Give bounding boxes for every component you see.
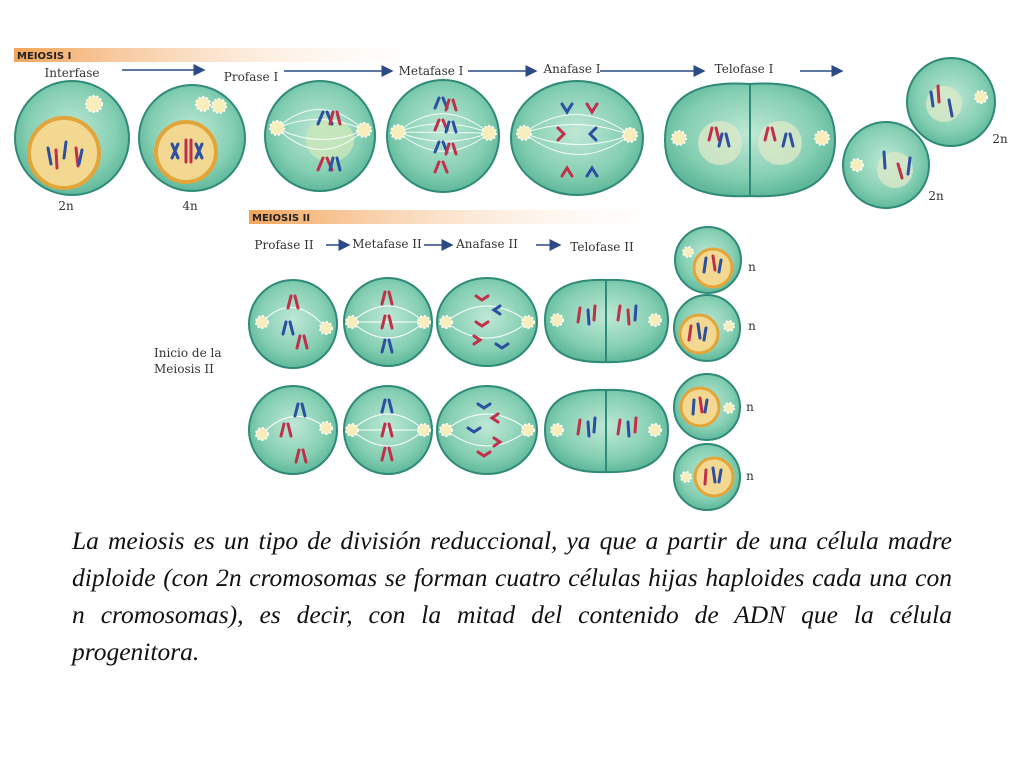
centrosome [440, 316, 452, 328]
centrosome [522, 316, 534, 328]
daughter-cell-2 [674, 295, 740, 361]
centrosome [681, 472, 691, 482]
meiosis-2-row-bottom [249, 386, 668, 474]
centrosome [522, 424, 534, 436]
meiosis-2-header: MEIOSIS II [252, 213, 311, 224]
centrosome [391, 125, 405, 139]
meiosis-2-banner [249, 210, 689, 224]
centrosome [724, 403, 734, 413]
cell-result-1a [907, 58, 995, 146]
stage-label-interfase: Interfase [44, 66, 100, 80]
start-label-line1: Inicio de la [154, 346, 222, 360]
cell-result-1b [843, 122, 929, 208]
stage-label-profase-1: Profase I [223, 70, 279, 84]
centrosome [440, 424, 452, 436]
stage-label-profase-2: Profase II [254, 238, 314, 252]
cell-metafase-1-aligned [387, 80, 499, 192]
cell-metafase-2-bottom [344, 386, 432, 474]
centrosome [724, 321, 734, 331]
ploidy-label-2n: 2n [58, 199, 74, 213]
centrosome [851, 159, 863, 171]
centrosome [86, 96, 102, 112]
daughter-label-n-4: n [746, 469, 754, 483]
centrosome [357, 123, 371, 137]
result-label-2n-a: 2n [992, 132, 1008, 146]
stage-label-telofase-1: Telofase I [714, 62, 774, 76]
centrosome [815, 131, 829, 145]
cell-telofase-1 [665, 83, 835, 196]
cell-profase-1 [139, 85, 245, 191]
stage-label-metafase-1: Metafase I [398, 64, 464, 78]
centrosome [517, 126, 531, 140]
cell-metafase-2-top [344, 278, 432, 366]
daughter-cell-4 [674, 444, 740, 510]
centrosome [623, 128, 637, 142]
centrosome [482, 126, 496, 140]
centrosome [418, 316, 430, 328]
cell-anafase-2-top [437, 278, 537, 366]
centrosome [212, 99, 226, 113]
centrosome [346, 316, 358, 328]
stage-label-metafase-2: Metafase II [352, 237, 422, 251]
cell-anafase-1 [511, 81, 643, 195]
centrosome [551, 314, 563, 326]
daughter-label-n-3: n [746, 400, 754, 414]
centrosome [551, 424, 563, 436]
cell-anafase-2-bottom [437, 386, 537, 474]
cell-profase-2-top [249, 280, 337, 368]
centrosome [649, 314, 661, 326]
meiosis-2-row-top [249, 278, 668, 368]
daughter-cell-3 [674, 374, 740, 440]
daughter-label-n-2: n [748, 319, 756, 333]
centrosome [256, 428, 268, 440]
cell-profase-2-bottom [249, 386, 337, 474]
centrosome [270, 121, 284, 135]
centrosome [672, 131, 686, 145]
centrosome [649, 424, 661, 436]
cell-interfase [15, 81, 129, 195]
centrosome [418, 424, 430, 436]
centrosome [320, 422, 332, 434]
meiosis-1-header: MEIOSIS I [17, 51, 72, 62]
start-label-line2: Meiosis II [154, 362, 214, 376]
caption-text: La meiosis es un tipo de división reduccional, ya que a partir de una célula madre diploide (con 2n cromosomas se forman cuatro células hijas haploides cada una con n cromosomas), es decir, con la mitad del contenido de ADN que la célula progenitora. [72, 526, 952, 666]
centrosome [975, 91, 987, 103]
cell-metafase-1 [265, 81, 375, 191]
stage-label-telofase-2: Telofase II [570, 240, 634, 254]
stage-label-anafase-1: Anafase I [543, 62, 601, 76]
stage-label-anafase-2: Anafase II [456, 237, 518, 251]
cell-telofase-2-top [545, 280, 668, 362]
centrosome [683, 247, 693, 257]
daughter-cell-1 [675, 227, 741, 293]
daughter-label-n-1: n [748, 260, 756, 274]
centrosome [320, 322, 332, 334]
centrosome [346, 424, 358, 436]
result-label-2n-b: 2n [928, 189, 944, 203]
centrosome [196, 97, 210, 111]
meiosis-1-banner [14, 48, 454, 62]
cell-telofase-2-bottom [545, 390, 668, 472]
centrosome [256, 316, 268, 328]
ploidy-label-4n: 4n [182, 199, 198, 213]
